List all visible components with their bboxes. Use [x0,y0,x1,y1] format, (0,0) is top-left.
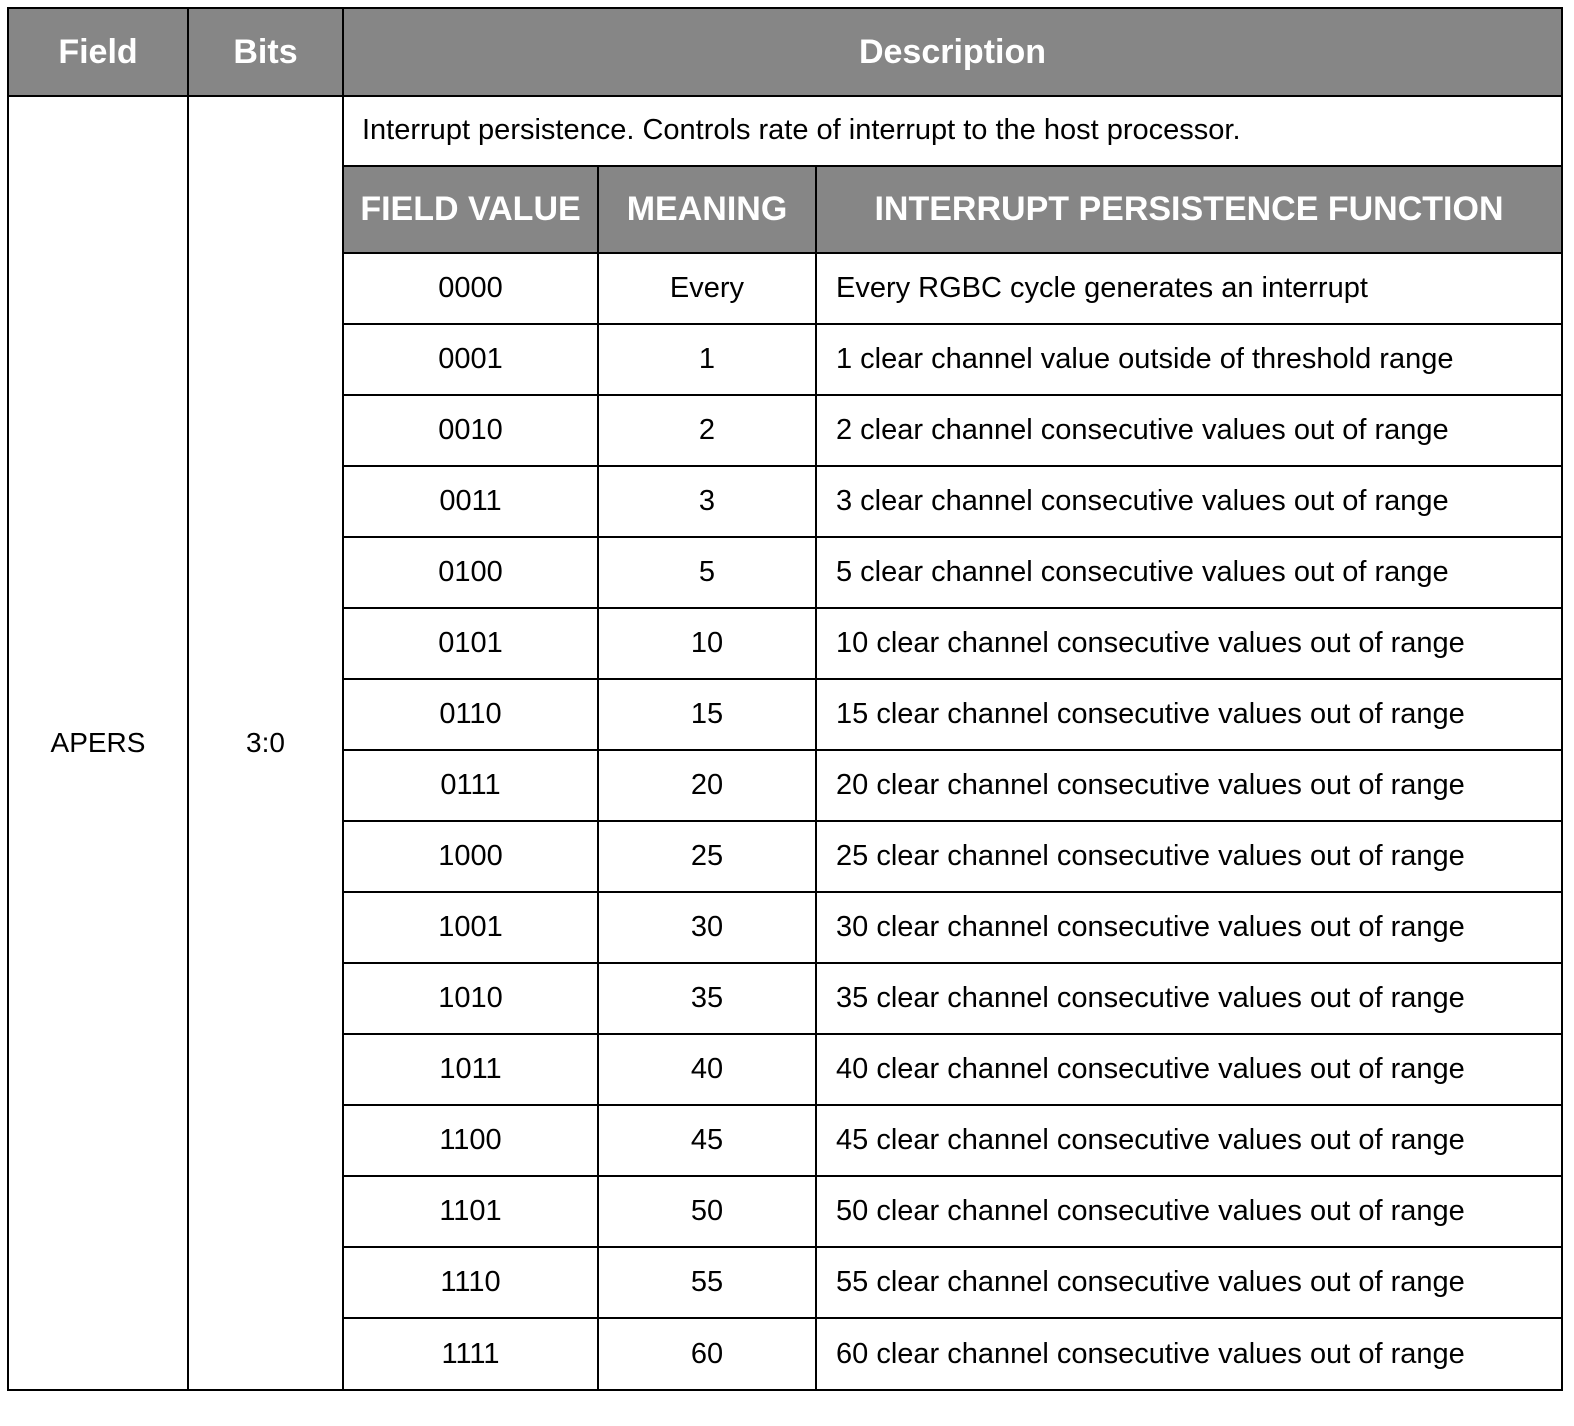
table-row [344,821,1561,892]
field-name: APERS [8,96,188,1390]
function-cell: 50 clear channel consecutive values out of range [816,1176,1561,1247]
table-row [344,1034,1561,1105]
function-cell: 15 clear channel consecutive values out of range [816,679,1561,750]
header-field: Field [8,8,188,96]
meaning-cell: 60 [598,1318,816,1389]
table-row [344,892,1561,963]
function-cell: 5 clear channel consecutive values out of range [816,537,1561,608]
col-field-value: FIELD VALUE [344,167,598,253]
field-value-cell: 1100 [344,1105,598,1176]
meaning-cell: 20 [598,750,816,821]
field-value-cell: 0101 [344,608,598,679]
field-value-cell: 1011 [344,1034,598,1105]
field-value-cell: 0000 [344,253,598,324]
meaning-cell: 55 [598,1247,816,1318]
header-row [8,8,1562,96]
persistence-table [344,167,1561,1389]
function-cell: 45 clear channel consecutive values out of range [816,1105,1561,1176]
persistence-rows [344,253,1561,1389]
table-row [344,537,1561,608]
header-description: Description [343,8,1562,96]
table-row [344,466,1561,537]
meaning-cell: 40 [598,1034,816,1105]
meaning-cell: 10 [598,608,816,679]
field-value-cell: 1110 [344,1247,598,1318]
table-row [344,1247,1561,1318]
meaning-cell: 45 [598,1105,816,1176]
field-value-cell: 1111 [344,1318,598,1389]
table-row [344,395,1561,466]
persistence-header-row [344,167,1561,253]
field-value-cell: 1101 [344,1176,598,1247]
field-value-cell: 0010 [344,395,598,466]
function-cell: 10 clear channel consecutive values out of range [816,608,1561,679]
table-row [344,608,1561,679]
table-row [344,963,1561,1034]
field-value-cell: 1010 [344,963,598,1034]
function-cell: 60 clear channel consecutive values out of range [836,1337,1465,1370]
field-value-cell: 0110 [344,679,598,750]
meaning-cell: 3 [598,466,816,537]
function-cell: 40 clear channel consecutive values out of range [816,1034,1561,1105]
description-intro: Interrupt persistence. Controls rate of interrupt to the host processor. [344,97,1561,167]
meaning-cell: 25 [598,821,816,892]
field-value-cell: 1001 [344,892,598,963]
function-cell: 3 clear channel consecutive values out of range [816,466,1561,537]
function-cell: Every RGBC cycle generates an interrupt [816,253,1561,324]
meaning-cell: 2 [598,395,816,466]
function-cell: 30 clear channel consecutive values out of range [816,892,1561,963]
col-meaning: MEANING [598,167,816,253]
meaning-cell: 50 [598,1176,816,1247]
function-cell: 20 clear channel consecutive values out of range [816,750,1561,821]
meaning-cell: 5 [598,537,816,608]
field-value-cell: 0111 [344,750,598,821]
function-cell: 1 clear channel value outside of threshold range [816,324,1561,395]
register-table [7,7,1563,1391]
apers-row [8,96,1562,1390]
table-row [344,679,1561,750]
table-row [344,324,1561,395]
meaning-cell: 30 [598,892,816,963]
field-value-cell: 0011 [344,466,598,537]
table-row [344,1176,1561,1247]
description-cell [343,96,1562,1390]
function-cell: 25 clear channel consecutive values out of range [816,821,1561,892]
table-row [344,1318,1561,1389]
table-row [344,750,1561,821]
table-row [344,253,1561,324]
field-value-cell: 0001 [344,324,598,395]
meaning-cell: 1 [598,324,816,395]
function-cell: 55 clear channel consecutive values out of range [816,1247,1561,1318]
function-cell: 2 clear channel consecutive values out of range [816,395,1561,466]
function-cell: 35 clear channel consecutive values out of range [816,963,1561,1034]
bits-range: 3:0 [188,96,343,1390]
field-value-cell: 0100 [344,537,598,608]
meaning-cell: 35 [598,963,816,1034]
meaning-cell: 15 [598,679,816,750]
header-bits: Bits [188,8,343,96]
col-function: INTERRUPT PERSISTENCE FUNCTION [816,167,1561,253]
meaning-cell: Every [598,253,816,324]
field-value-cell: 1000 [344,821,598,892]
table-row [344,1105,1561,1176]
